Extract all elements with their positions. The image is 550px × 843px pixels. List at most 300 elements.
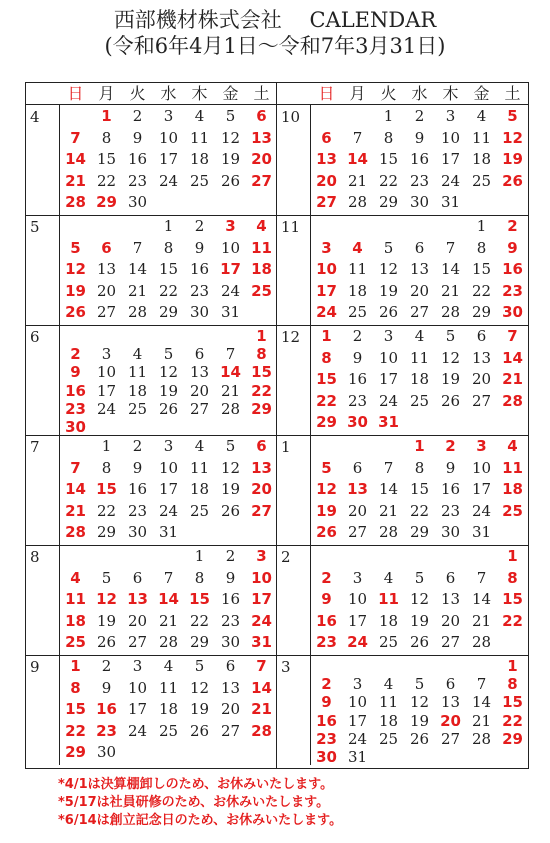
day-cell: 15 [189, 590, 210, 608]
weekday-wed: 水 [160, 84, 177, 103]
month-number: 6 [30, 328, 40, 346]
day-cell: 5 [70, 238, 81, 257]
day-cell: 15 [96, 150, 117, 168]
month-number-cell [277, 545, 311, 655]
day-cell: 10 [471, 458, 492, 477]
day-cell: 9 [321, 590, 332, 608]
weekday-header-right [277, 83, 528, 105]
day-cell: 20 [220, 700, 241, 718]
day-cell: 3 [101, 345, 112, 364]
day-cell: 14 [65, 480, 86, 498]
day-cell: 31 [347, 748, 368, 766]
day-cell: 12 [316, 480, 337, 498]
month-row-divider [26, 545, 528, 546]
calendar-title: 西部機材株式会社 CALENDAR [113, 8, 437, 32]
month-number-cell [26, 435, 60, 545]
day-cell: 4 [352, 238, 363, 257]
day-cell: 11 [378, 693, 399, 712]
day-cell: 29 [316, 413, 337, 431]
day-cell: 20 [189, 381, 210, 400]
month-number-cell [277, 325, 311, 435]
day-cell: 16 [502, 260, 523, 278]
day-cell: 12 [378, 260, 399, 278]
day-cell: 7 [383, 458, 394, 477]
day-cell: 4 [383, 568, 394, 587]
day-cell: 25 [189, 501, 210, 520]
day-cell: 23 [65, 399, 86, 418]
month-number-cell [26, 655, 60, 765]
day-cell: 30 [347, 413, 368, 431]
day-cell: 7 [507, 327, 518, 345]
day-cell: 3 [383, 327, 394, 345]
day-cell: 23 [189, 281, 210, 300]
month-block [26, 435, 276, 545]
day-cell: 6 [194, 345, 205, 364]
day-cell: 29 [378, 193, 399, 211]
day-cell: 30 [502, 303, 523, 321]
month-block [277, 325, 528, 435]
day-cell: 20 [409, 281, 430, 300]
weekday-mon: 月 [349, 84, 366, 103]
day-cell: 14 [251, 678, 272, 697]
month-block [26, 655, 276, 765]
day-cell: 25 [409, 391, 430, 410]
day-cell: 4 [132, 345, 143, 364]
day-cell: 26 [502, 171, 523, 190]
day-cell: 12 [409, 590, 430, 608]
day-cell: 10 [316, 260, 337, 278]
day-cell: 10 [127, 678, 148, 697]
day-cell: 18 [189, 480, 210, 498]
day-cell: 7 [476, 568, 487, 587]
day-cell: 1 [101, 437, 112, 455]
month-number-cell [26, 215, 60, 325]
day-cell: 2 [132, 107, 143, 125]
day-cell: 21 [65, 171, 86, 190]
day-cell: 15 [471, 260, 492, 278]
day-cell: 5 [414, 568, 425, 587]
weekday-sat: 土 [253, 84, 270, 103]
day-cell: 28 [251, 721, 272, 740]
day-cell: 16 [440, 480, 461, 498]
day-cell: 16 [127, 480, 148, 498]
day-cell: 14 [158, 590, 179, 608]
month-row-divider [26, 435, 528, 436]
month-block [277, 655, 528, 765]
day-cell: 20 [316, 171, 337, 190]
day-cell: 30 [220, 633, 241, 651]
weekday-header-left [26, 83, 276, 105]
day-cell: 18 [378, 711, 399, 730]
day-cell: 22 [158, 281, 179, 300]
day-cell: 14 [502, 348, 523, 367]
day-cell: 14 [220, 363, 241, 382]
day-cell: 1 [101, 107, 112, 125]
day-cell: 19 [158, 381, 179, 400]
day-cell: 21 [251, 700, 272, 718]
day-cell: 5 [194, 657, 205, 675]
day-cell: 16 [127, 150, 148, 168]
day-cell: 5 [383, 238, 394, 257]
day-cell: 18 [251, 260, 272, 278]
holiday-note-1: *4/1は決算棚卸しのため、お休みいたします。 [58, 777, 334, 792]
day-cell: 9 [132, 128, 143, 147]
day-cell: 16 [96, 700, 117, 718]
day-cell: 29 [502, 729, 523, 748]
day-cell: 27 [471, 391, 492, 410]
day-cell: 14 [347, 150, 368, 168]
day-cell: 13 [220, 678, 241, 697]
month-number: 3 [281, 658, 291, 676]
day-cell: 24 [96, 399, 117, 418]
day-cell: 12 [440, 348, 461, 367]
day-cell: 30 [65, 418, 86, 436]
day-cell: 2 [70, 345, 81, 364]
day-cell: 19 [220, 150, 241, 168]
day-cell: 2 [194, 217, 205, 235]
day-cell: 16 [316, 711, 337, 730]
day-cell: 17 [471, 480, 492, 498]
day-cell: 21 [471, 711, 492, 730]
day-cell: 22 [409, 501, 430, 520]
day-cell: 6 [321, 128, 332, 147]
day-cell: 24 [347, 633, 368, 651]
day-cell: 5 [225, 107, 236, 125]
day-cell: 24 [316, 303, 337, 321]
day-cell: 5 [101, 568, 112, 587]
day-cell: 7 [256, 657, 267, 675]
day-cell: 31 [440, 193, 461, 211]
day-cell: 27 [96, 303, 117, 321]
day-cell: 7 [163, 568, 174, 587]
day-cell: 15 [158, 260, 179, 278]
day-cell: 1 [476, 217, 487, 235]
day-cell: 31 [378, 413, 399, 431]
day-cell: 8 [507, 568, 518, 587]
day-cell: 12 [96, 590, 117, 608]
day-cell: 1 [507, 547, 518, 565]
day-cell: 18 [158, 700, 179, 718]
weekday-fri: 金 [473, 84, 490, 103]
day-cell: 14 [127, 260, 148, 278]
day-cell: 31 [471, 523, 492, 541]
day-cell: 22 [65, 721, 86, 740]
calendar-grid [25, 82, 529, 769]
day-cell: 4 [383, 675, 394, 694]
weekday-fri: 金 [222, 84, 239, 103]
day-cell: 14 [65, 150, 86, 168]
day-cell: 1 [194, 547, 205, 565]
day-cell: 27 [251, 501, 272, 520]
day-cell: 28 [471, 633, 492, 651]
day-cell: 3 [476, 437, 487, 455]
day-cell: 13 [440, 590, 461, 608]
day-cell: 9 [321, 693, 332, 712]
day-cell: 25 [378, 633, 399, 651]
day-cell: 13 [316, 150, 337, 168]
day-cell: 18 [378, 611, 399, 630]
month-number-cell [26, 545, 60, 655]
day-cell: 22 [471, 281, 492, 300]
day-cell: 16 [316, 611, 337, 630]
day-cell: 22 [189, 611, 210, 630]
day-cell: 8 [383, 128, 394, 147]
day-cell: 26 [316, 523, 337, 541]
day-cell: 21 [347, 171, 368, 190]
day-cell: 8 [163, 238, 174, 257]
day-cell: 15 [316, 370, 337, 388]
day-cell: 25 [65, 633, 86, 651]
day-cell: 19 [220, 480, 241, 498]
day-cell: 10 [158, 458, 179, 477]
day-cell: 9 [70, 363, 81, 382]
day-cell: 5 [321, 458, 332, 477]
day-cell: 4 [256, 217, 267, 235]
day-cell: 1 [256, 327, 267, 345]
day-cell: 21 [65, 501, 86, 520]
day-cell: 7 [445, 238, 456, 257]
day-cell: 2 [321, 568, 332, 587]
day-cell: 29 [65, 743, 86, 761]
day-cell: 19 [409, 611, 430, 630]
day-cell: 21 [471, 611, 492, 630]
day-cell: 11 [189, 128, 210, 147]
day-cell: 16 [347, 370, 368, 388]
month-number: 2 [281, 548, 291, 566]
day-cell: 13 [251, 458, 272, 477]
day-cell: 25 [378, 729, 399, 748]
day-cell: 10 [158, 128, 179, 147]
day-cell: 27 [409, 303, 430, 321]
day-cell: 25 [127, 399, 148, 418]
day-cell: 23 [127, 501, 148, 520]
month-block [26, 325, 276, 435]
day-cell: 15 [502, 590, 523, 608]
day-cell: 19 [65, 281, 86, 300]
day-cell: 5 [163, 345, 174, 364]
day-cell: 31 [220, 303, 241, 321]
month-number: 12 [281, 328, 301, 346]
day-cell: 20 [127, 611, 148, 630]
day-cell: 17 [127, 700, 148, 718]
day-cell: 18 [189, 150, 210, 168]
day-cell: 26 [378, 303, 399, 321]
day-cell: 20 [96, 281, 117, 300]
weekday-mon: 月 [98, 84, 115, 103]
holiday-note-3: *6/14は創立記念日のため、お休みいたします。 [58, 813, 343, 828]
calendar-period: (令和6年4月1日～令和7年3月31日) [104, 34, 446, 58]
day-cell: 7 [70, 128, 81, 147]
month-number-cell [26, 105, 60, 215]
day-cell: 19 [189, 700, 210, 718]
weekday-sat: 土 [504, 84, 521, 103]
day-cell: 2 [414, 107, 425, 125]
day-cell: 29 [471, 303, 492, 321]
day-cell: 16 [65, 381, 86, 400]
day-cell: 6 [352, 458, 363, 477]
day-cell: 28 [347, 193, 368, 211]
day-cell: 26 [220, 171, 241, 190]
day-cell: 8 [321, 348, 332, 367]
day-cell: 13 [189, 363, 210, 382]
day-cell: 24 [220, 281, 241, 300]
day-cell: 20 [251, 480, 272, 498]
day-cell: 20 [347, 501, 368, 520]
day-cell: 27 [440, 633, 461, 651]
day-cell: 5 [507, 107, 518, 125]
day-cell: 15 [409, 480, 430, 498]
day-cell: 27 [251, 171, 272, 190]
day-cell: 26 [409, 729, 430, 748]
day-cell: 25 [347, 303, 368, 321]
day-cell: 29 [251, 399, 272, 418]
day-cell: 4 [414, 327, 425, 345]
day-cell: 8 [414, 458, 425, 477]
day-cell: 11 [378, 590, 399, 608]
day-cell: 8 [194, 568, 205, 587]
day-cell: 17 [158, 150, 179, 168]
day-cell: 6 [476, 327, 487, 345]
day-cell: 23 [347, 391, 368, 410]
day-cell: 24 [158, 171, 179, 190]
day-cell: 30 [127, 193, 148, 211]
day-cell: 21 [220, 381, 241, 400]
day-cell: 9 [352, 348, 363, 367]
day-cell: 4 [70, 568, 81, 587]
day-cell: 2 [507, 217, 518, 235]
day-cell: 29 [96, 193, 117, 211]
day-cell: 6 [132, 568, 143, 587]
day-cell: 22 [502, 711, 523, 730]
day-cell: 12 [189, 678, 210, 697]
day-cell: 19 [440, 370, 461, 388]
day-cell: 21 [158, 611, 179, 630]
day-cell: 12 [158, 363, 179, 382]
month-row-divider [26, 215, 528, 216]
day-cell: 3 [352, 568, 363, 587]
day-cell: 11 [65, 590, 86, 608]
day-cell: 2 [132, 437, 143, 455]
day-cell: 14 [471, 590, 492, 608]
day-cell: 13 [409, 260, 430, 278]
day-cell: 28 [65, 193, 86, 211]
day-cell: 18 [409, 370, 430, 388]
day-cell: 24 [158, 501, 179, 520]
day-cell: 9 [132, 458, 143, 477]
day-cell: 18 [65, 611, 86, 630]
day-cell: 20 [440, 611, 461, 630]
day-cell: 6 [445, 568, 456, 587]
day-cell: 11 [189, 458, 210, 477]
day-cell: 21 [127, 281, 148, 300]
day-cell: 12 [502, 128, 523, 147]
day-cell: 15 [96, 480, 117, 498]
day-cell: 19 [378, 281, 399, 300]
day-cell: 7 [476, 675, 487, 694]
day-cell: 27 [220, 721, 241, 740]
day-cell: 28 [378, 523, 399, 541]
day-cell: 29 [96, 523, 117, 541]
day-cell: 28 [440, 303, 461, 321]
day-cell: 17 [316, 281, 337, 300]
month-number: 4 [30, 108, 40, 126]
day-cell: 10 [347, 693, 368, 712]
day-cell: 30 [127, 523, 148, 541]
day-cell: 4 [163, 657, 174, 675]
day-cell: 25 [251, 281, 272, 300]
day-cell: 20 [251, 150, 272, 168]
day-cell: 23 [127, 171, 148, 190]
day-cell: 6 [414, 238, 425, 257]
day-cell: 3 [445, 107, 456, 125]
day-cell: 3 [225, 217, 236, 235]
day-cell: 26 [158, 399, 179, 418]
day-cell: 5 [225, 437, 236, 455]
day-cell: 23 [409, 171, 430, 190]
day-cell: 10 [440, 128, 461, 147]
month-block [26, 215, 276, 325]
day-cell: 12 [220, 128, 241, 147]
month-number: 5 [30, 218, 40, 236]
day-cell: 13 [127, 590, 148, 608]
day-cell: 27 [316, 193, 337, 211]
day-cell: 19 [96, 611, 117, 630]
day-cell: 26 [65, 303, 86, 321]
day-cell: 6 [445, 675, 456, 694]
day-cell: 25 [502, 501, 523, 520]
day-cell: 19 [409, 711, 430, 730]
day-cell: 22 [378, 171, 399, 190]
month-number: 7 [30, 438, 40, 456]
day-cell: 3 [352, 675, 363, 694]
day-cell: 12 [65, 260, 86, 278]
weekday-tue: 火 [380, 84, 397, 103]
month-number: 10 [281, 108, 301, 126]
day-cell: 8 [256, 345, 267, 364]
month-row-divider [26, 655, 528, 656]
day-cell: 3 [321, 238, 332, 257]
day-cell: 24 [251, 611, 272, 630]
month-number-cell [277, 105, 311, 215]
day-cell: 18 [347, 281, 368, 300]
day-cell: 14 [440, 260, 461, 278]
day-cell: 26 [220, 501, 241, 520]
day-cell: 15 [251, 363, 272, 382]
weekday-sun: 日 [318, 84, 335, 103]
day-cell: 28 [127, 303, 148, 321]
day-cell: 17 [220, 260, 241, 278]
day-cell: 27 [440, 729, 461, 748]
day-cell: 28 [65, 523, 86, 541]
month-number-cell [277, 655, 311, 765]
day-cell: 16 [189, 260, 210, 278]
day-cell: 11 [409, 348, 430, 367]
day-cell: 23 [440, 501, 461, 520]
day-cell: 19 [316, 501, 337, 520]
day-cell: 30 [189, 303, 210, 321]
holiday-note-2: *5/17は社員研修のため、お休みいたします。 [58, 795, 330, 810]
month-block [277, 105, 528, 215]
month-number: 1 [281, 438, 291, 456]
day-cell: 24 [471, 501, 492, 520]
day-cell: 1 [70, 657, 81, 675]
day-cell: 7 [132, 238, 143, 257]
day-cell: 22 [251, 381, 272, 400]
weekday-thu: 木 [191, 84, 208, 103]
day-cell: 28 [220, 399, 241, 418]
day-cell: 10 [96, 363, 117, 382]
day-cell: 7 [70, 458, 81, 477]
